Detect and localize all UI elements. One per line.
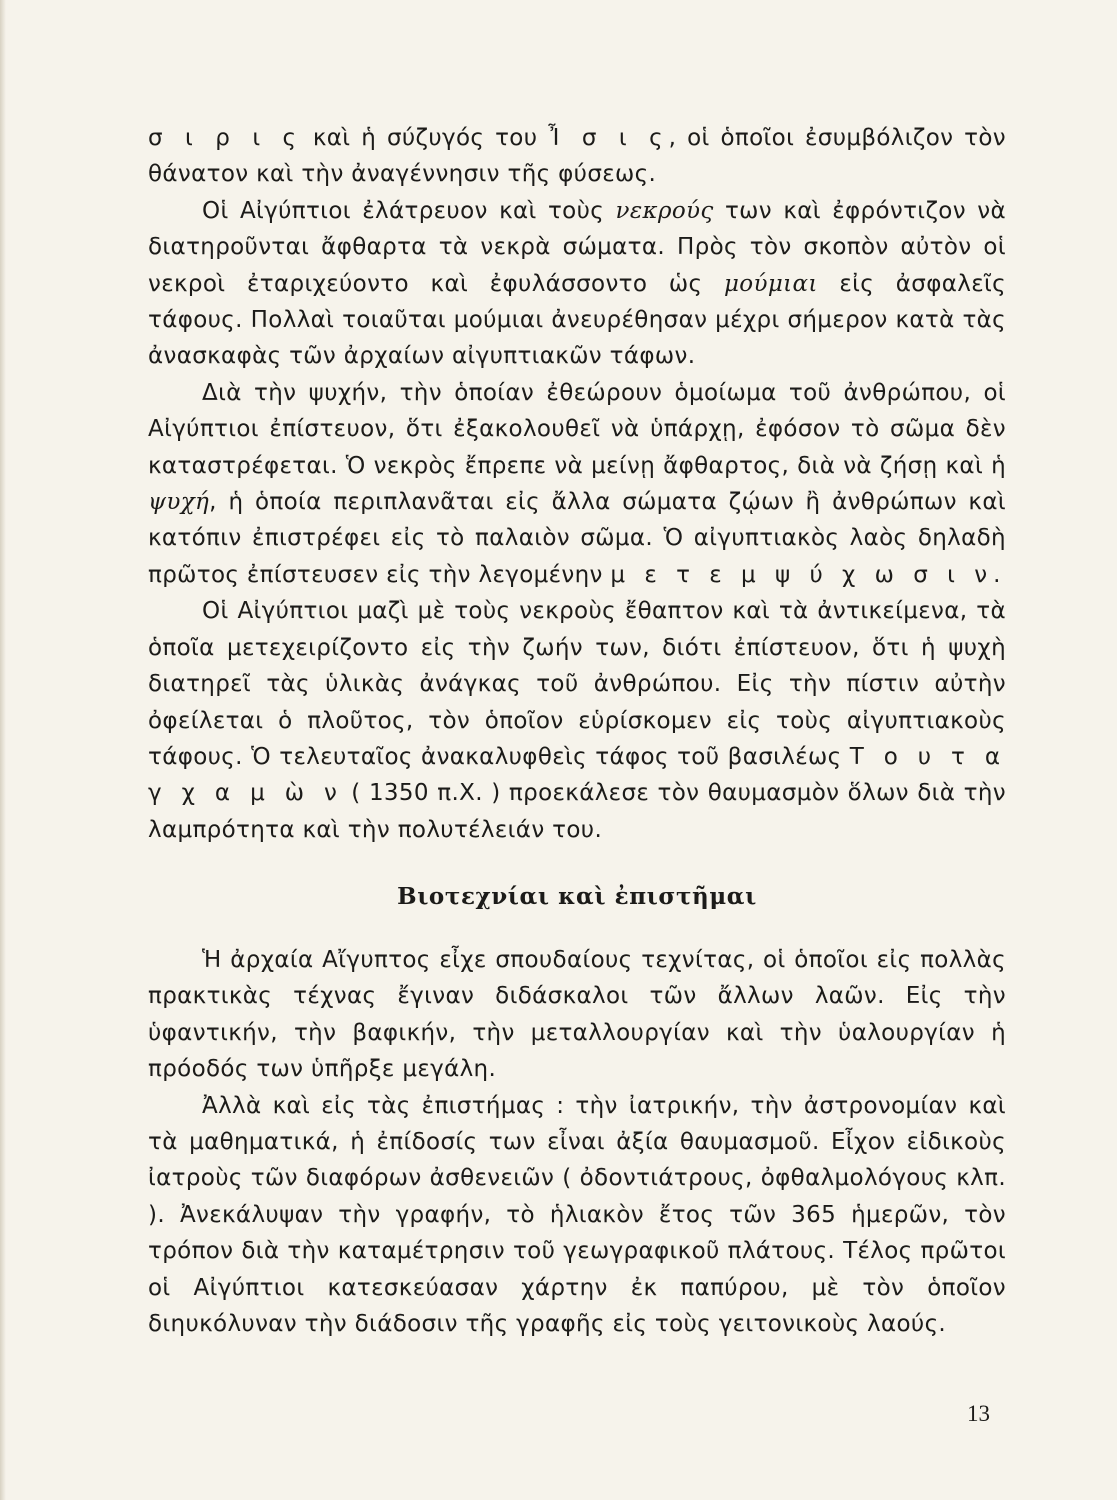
paragraph (148, 193, 1006, 375)
spaced-term: μ ε τ ε μ ψ ύ χ ω σ ι ν (610, 561, 994, 588)
spaced-name-osiris: σ ι ρ ι ς (148, 125, 303, 151)
spaced-name-isis: Ἶ σ ι ς (548, 125, 669, 151)
text-run: καὶ ἡ σύζυγός του (302, 125, 549, 151)
paragraph (148, 593, 1006, 848)
italic-term: νεκρούς (615, 197, 714, 224)
paragraph (148, 375, 1006, 593)
paragraph (148, 120, 1006, 193)
italic-term: μούμιαι (724, 270, 818, 297)
italic-term: ψυχή (148, 489, 210, 516)
text-run: Ἡ ἀρχαία Αἴγυπτος εἶχε σπουδαίους τεχνίτας, οἱ ὁποῖοι εἰς πολλὰς πρακτικὰς τέχνας ἔγιναν διδάσκαλοι τῶν ἄλλων λαῶν. Εἰς τὴν ὑφαντικήν, τὴν βαφικήν, τὴν μεταλλουργίαν καὶ τὴν ὑαλουργίαν ἡ πρόοδός των ὑπῆρξε μεγάλη. (148, 947, 1006, 1083)
text-run: Οἱ Αἰγύπτιοι μαζὶ μὲ τοὺς νεκροὺς ἔθαπτον καὶ τὰ ἀντικείμενα, τὰ ὁποῖα μετεχειρίζοντο εἰς τὴν ζωήν των, διότι ἐπίστευον, ὅτι ἡ ψυχὴ διατηρεῖ τὰς ὑλικὰς ἀνάγκας τοῦ ἀνθρώπου. Εἰς τὴν πίστιν αὐτὴν ὀφείλεται ὁ πλοῦτος, τὸν ὁποῖον εὑρίσκομεν εἰς τοὺς αἰγυπτιακοὺς τάφους. Ὁ τελευταῖος ἀνακαλυφθεὶς τάφος τοῦ βασιλέως (148, 598, 1006, 770)
page-number: 13 (967, 1401, 990, 1426)
spaced-name-tutankhamun: Τ ο υ τ α γ χ α μ ὼ ν (148, 743, 1006, 807)
page-edge-shadow (0, 0, 6, 1500)
section-heading: Βιοτεχνίαι καὶ ἐπιστῆμαι (397, 883, 757, 910)
text-run: Οἱ Αἰγύπτιοι ἐλάτρευον καὶ τοὺς (202, 197, 616, 224)
text-run: , ἡ ὁποία περιπλανᾶται εἰς ἄλλα σώματα ζῴων ἢ ἀνθρώπων καὶ κατόπιν ἐπιστρέφει εἰς τὸ παλαιὸν σῶμα. Ὁ αἰγυπτιακὸς λαὸς δηλαδὴ πρῶτος ἐπίστευσεν εἰς τὴν λεγομένην (148, 489, 1006, 588)
text-run: . (993, 561, 1001, 588)
text-run: εἰς ἀσφαλεῖς τάφους. Πολλαὶ τοιαῦται μούμιαι ἀνευρέθησαν μέχρι σήμερον κατὰ τὰς ἀνασκαφὰς τῶν ἀρχαίων αἰγυπτιακῶν τάφων. (148, 270, 1006, 370)
text-run: ( 1350 π.Χ. ) προεκάλεσε τὸν θαυμασμὸν ὅλων διὰ τὴν λαμπρότητα καὶ τὴν πολυτέλειάν του. (148, 780, 1006, 843)
paragraph (148, 1088, 1006, 1343)
text-block-bottom (148, 942, 1006, 1342)
text-run: Ἀλλὰ καὶ εἰς τὰς ἐπιστήμας : τὴν ἰατρικήν, τὴν ἀστρονομίαν καὶ τὰ μαθηματικά, ἡ ἐπίδοσίς των εἶναι ἀξία θαυμασμοῦ. Εἶχον εἰδικοὺς ἰατροὺς τῶν διαφόρων ἀσθενειῶν ( ὀδοντιάτρους, ὀφθαλμολόγους κλπ. ). Ἀνεκάλυψαν τὴν γραφήν, τὸ ἡλιακὸν ἔτος τῶν 365 ἡμερῶν, τὸν τρόπον διὰ τὴν καταμέτρησιν τοῦ γεωγραφικοῦ πλάτους. Τέλος πρῶτοι οἱ Αἰγύπτιοι κατεσκεύασαν χάρτην ἐκ παπύρου, μὲ τὸν ὁποῖον διηυκόλυναν τὴν διάδοσιν τῆς γραφῆς εἰς τοὺς γειτονικοὺς λαούς. (148, 1092, 1006, 1338)
paragraph (148, 942, 1006, 1088)
text-block-top (148, 120, 1006, 848)
text-run: , οἱ ὁποῖοι ἐσυμβόλιζον τὸν θάνατον καὶ τὴν ἀναγέννησιν τῆς φύσεως. (148, 125, 1007, 188)
text-run: των καὶ ἐφρόντιζον νὰ διατηροῦνται ἄφθαρτα τὰ νεκρὰ σώματα. Πρὸς τὸν σκοπὸν αὐτὸν οἱ νεκροὶ ἐταριχεύοντο καὶ ἐφυλάσσοντο ὡς (148, 197, 1006, 297)
text-run: Διὰ τὴν ψυχήν, τὴν ὁποίαν ἐθεώρουν ὁμοίωμα τοῦ ἀνθρώπου, οἱ Αἰγύπτιοι ἐπίστευον, ὅτι ἐξακολουθεῖ νὰ ὑπάρχῃ, ἐφόσον τὸ σῶμα δὲν καταστρέφεται. Ὁ νεκρὸς ἔπρεπε νὰ μείνῃ ἄφθαρτος, διὰ νὰ ζήσῃ καὶ ἡ (148, 379, 1006, 479)
